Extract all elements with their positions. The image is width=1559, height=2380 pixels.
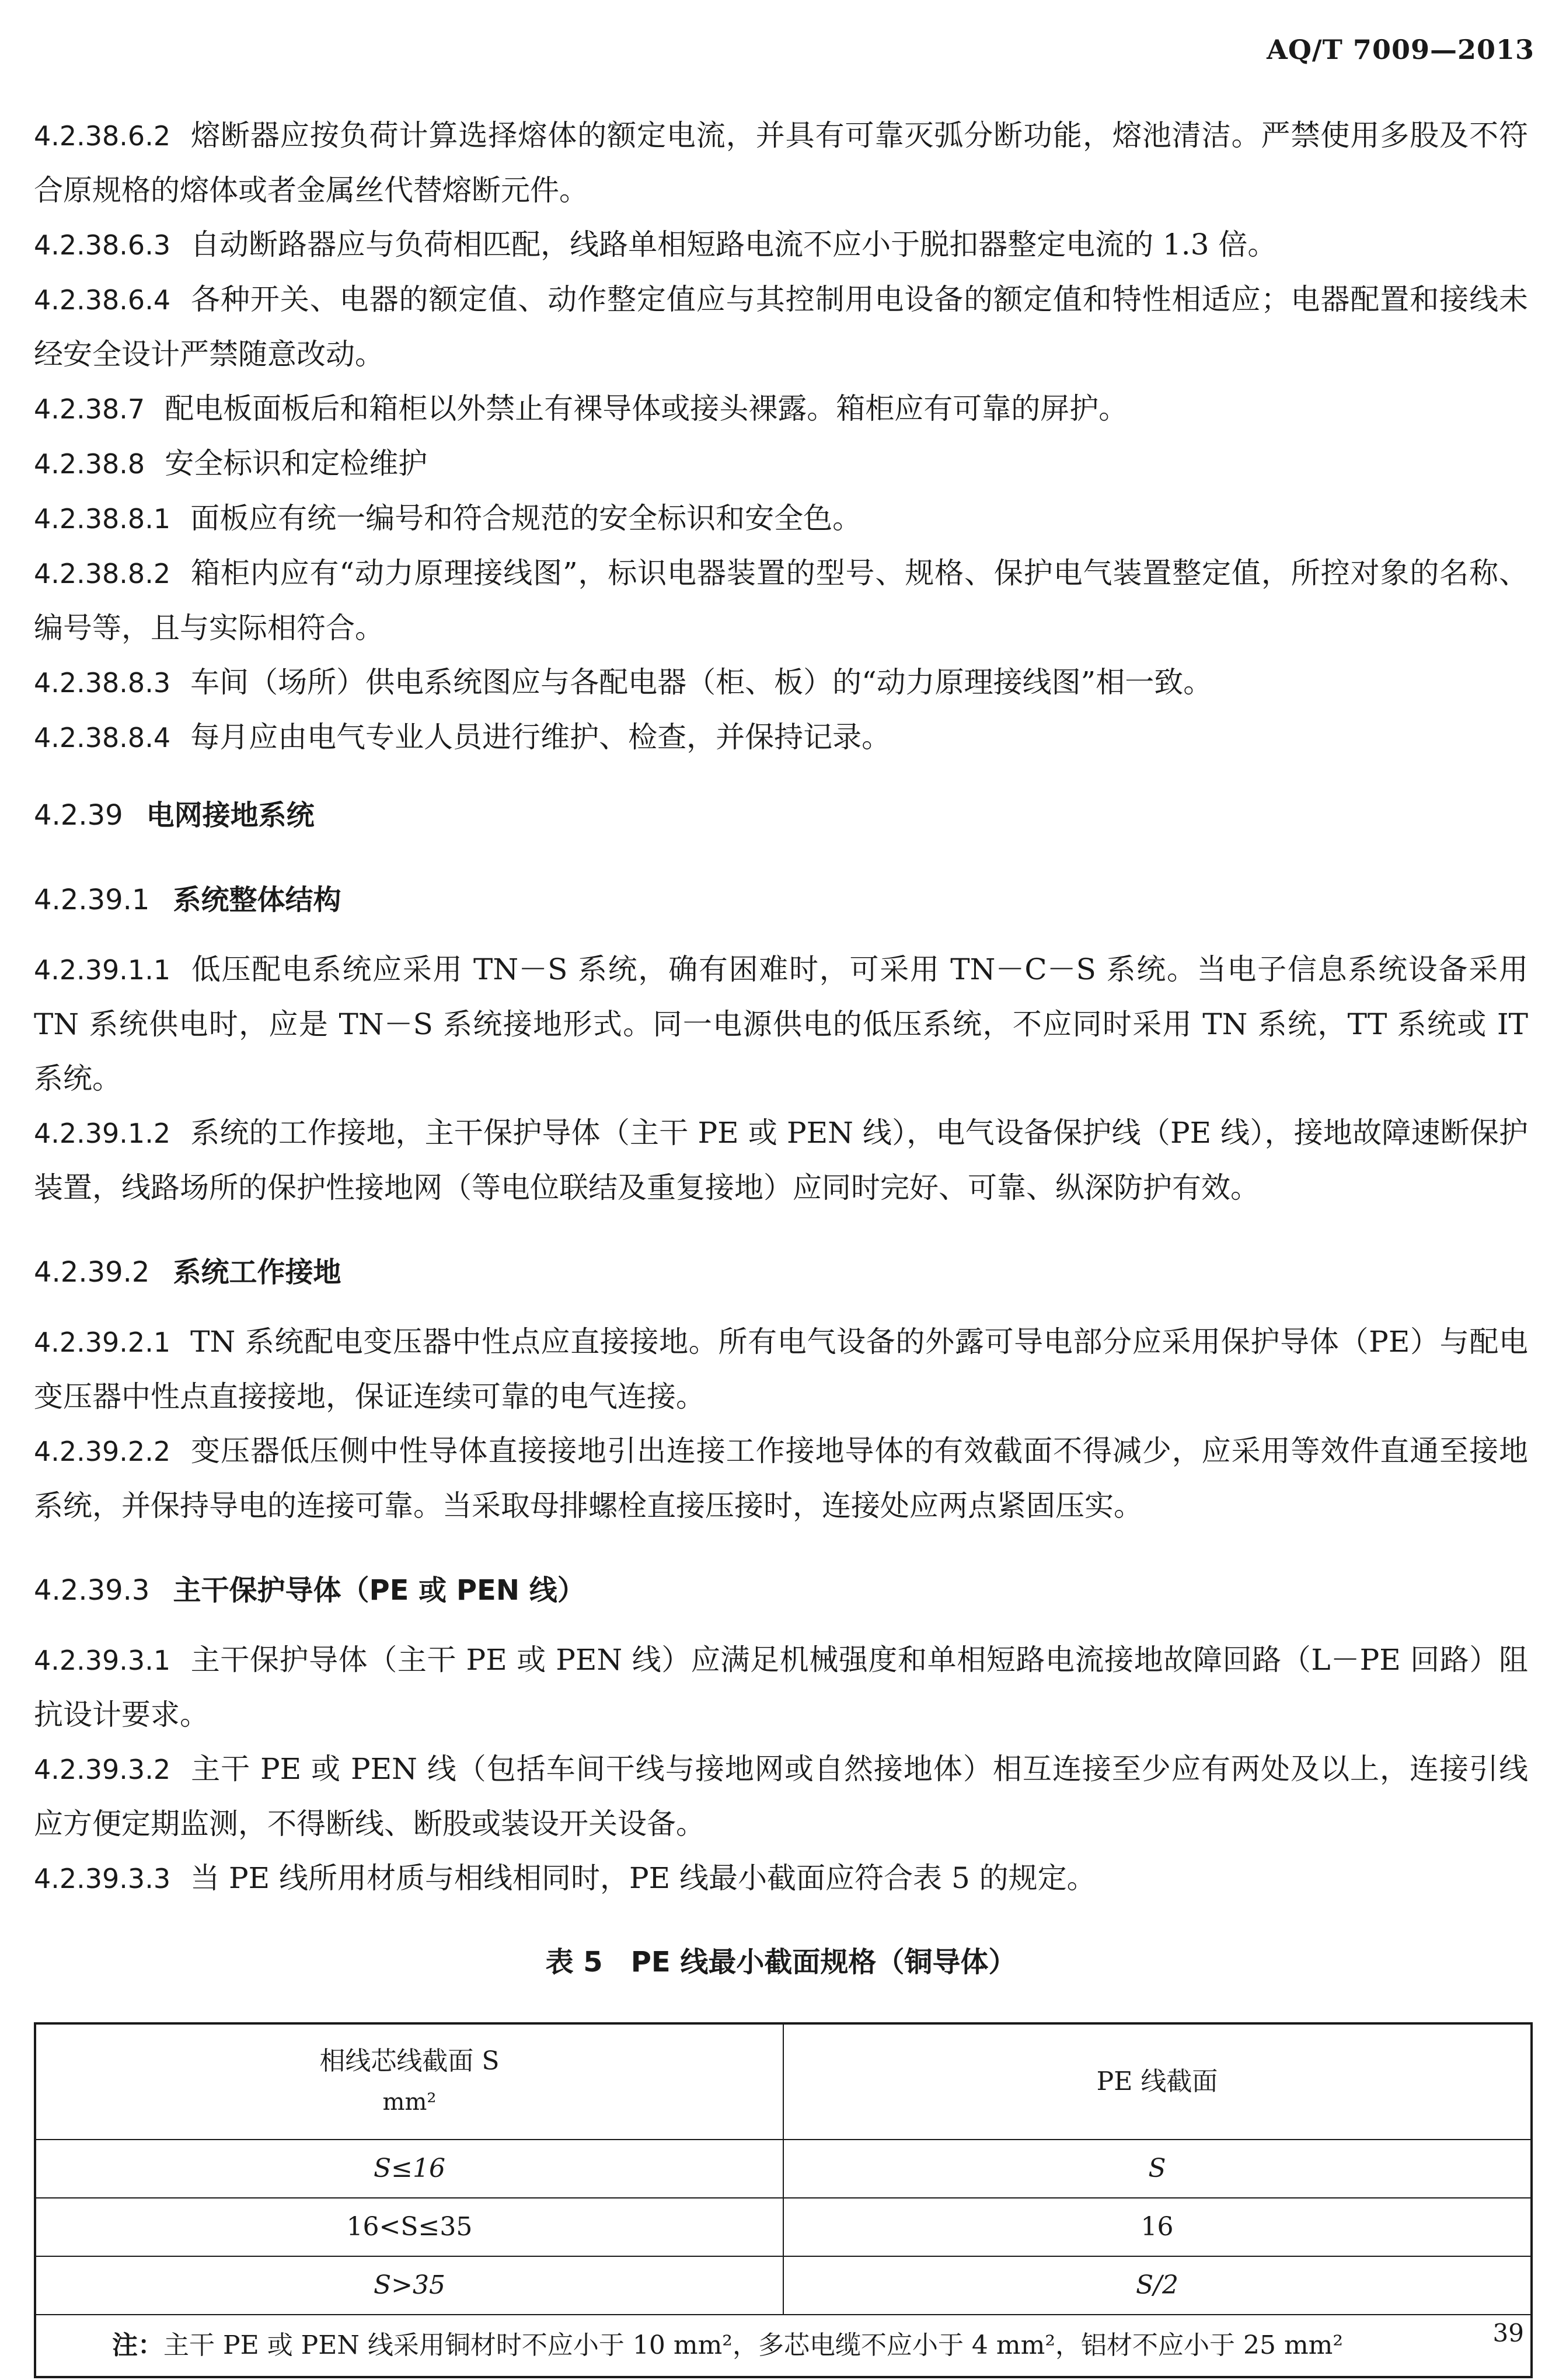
table-header-row	[35, 2023, 1532, 2140]
page-content	[34, 109, 1528, 2378]
clause-paragraph	[34, 1742, 1528, 1851]
clause-text: 熔断器应按负荷计算选择熔体的额定电流，并具有可靠灭弧分断功能，熔池清洁。严禁使用多股及不符合原规格的熔体或者金属丝代替熔断元件。	[34, 118, 1528, 207]
table-cell: 16<S≤35	[35, 2198, 783, 2256]
clause-number: 4.2.38.8.4	[34, 722, 171, 753]
clause-paragraph	[34, 109, 1528, 218]
clause-text: 各种开关、电器的额定值、动作整定值应与其控制用电设备的额定值和特性相适应；电器配置和接线未经安全设计严禁随意改动。	[34, 282, 1528, 371]
section-heading-4-2-39-2	[34, 1245, 1528, 1300]
clause-text: 主干保护导体（主干 PE 或 PEN 线）应满足机械强度和单相短路电流接地故障回路（L－PE 回路）阻抗设计要求。	[34, 1643, 1528, 1732]
document-code-header: AQ/T 7009—2013	[1267, 34, 1534, 65]
clause-paragraph	[34, 1633, 1528, 1742]
clause-number: 4.2.39.2.1	[34, 1327, 171, 1358]
clause-number: 4.2.38.6.2	[34, 120, 171, 152]
clause-paragraph	[34, 655, 1528, 710]
section-number: 4.2.39	[34, 799, 123, 832]
section-heading-4-2-39-3	[34, 1564, 1528, 1618]
table-cell: S/2	[783, 2256, 1532, 2315]
clause-text: 安全标识和定检维护	[165, 446, 428, 480]
section-number: 4.2.39.2	[34, 1256, 150, 1289]
table-title: 表 5 PE 线最小截面规格（铜导体）	[545, 1946, 1017, 1978]
clause-paragraph	[34, 491, 1528, 546]
note-text: 主干 PE 或 PEN 线采用铜材时不应小于 10 mm²，多芯电缆不应小于 4 mm²，铝材不应小于 25 mm²	[163, 2330, 1344, 2360]
column-header-unit: mm²	[382, 2089, 437, 2116]
table-cell: 16	[783, 2198, 1532, 2256]
section-heading-4-2-39	[34, 788, 1528, 843]
clause-text: TN 系统配电变压器中性点应直接接地。所有电气设备的外露可导电部分应采用保护导体（PE）与配电变压器中性点直接接地，保证连续可靠的电气连接。	[34, 1325, 1528, 1414]
clause-group-4-2-39-2	[34, 1315, 1528, 1533]
clause-number: 4.2.38.8.3	[34, 667, 171, 699]
clause-text: 面板应有统一编号和符合规范的安全标识和安全色。	[190, 501, 862, 535]
clause-number: 4.2.38.8	[34, 448, 145, 480]
clause-paragraph	[34, 437, 1528, 491]
note-label: 注：	[112, 2330, 163, 2360]
clause-text: 低压配电系统应采用 TN－S 系统，确有困难时，可采用 TN－C－S 系统。当电子信息系统设备采用 TN 系统供电时，应是 TN－S 系统接地形式。同一电源供电的低压系统，不应同时采用 TN 系统，TT 系统或 IT 系统。	[34, 952, 1528, 1095]
clause-text: 自动断路器应与负荷相匹配，线路单相短路电流不应小于脱扣器整定电流的 1.3 倍。	[190, 228, 1277, 261]
table-row	[35, 2140, 1532, 2198]
clause-paragraph	[34, 943, 1528, 1106]
clause-text: 配电板面板后和箱柜以外禁止有裸导体或接头裸露。箱柜应有可靠的屏护。	[165, 392, 1128, 425]
table-header-cell	[35, 2023, 783, 2140]
table-header-cell	[783, 2023, 1532, 2140]
clause-number: 4.2.39.1.1	[34, 954, 171, 986]
clause-group-4-2-39-1	[34, 943, 1528, 1215]
table-row	[35, 2198, 1532, 2256]
page-number: 39	[1492, 2319, 1524, 2347]
clause-number: 4.2.39.3.3	[34, 1863, 171, 1894]
clause-paragraph	[34, 382, 1528, 437]
clause-text: 每月应由电气专业人员进行维护、检查，并保持记录。	[190, 720, 891, 754]
clause-paragraph	[34, 1315, 1528, 1424]
clause-number: 4.2.38.8.1	[34, 503, 171, 535]
clause-text: 车间（场所）供电系统图应与各配电器（柜、板）的“动力原理接线图”相一致。	[190, 665, 1213, 699]
clause-number: 4.2.38.6.4	[34, 284, 171, 316]
column-header-label: PE 线截面	[1096, 2067, 1218, 2096]
clause-text: 系统的工作接地，主干保护导体（主干 PE 或 PEN 线），电气设备保护线（PE 线），接地故障速断保护装置，线路场所的保护性接地网（等电位联结及重复接地）应同时完好、可靠、纵深防护有效。	[34, 1116, 1528, 1205]
table-note-cell	[35, 2315, 1532, 2377]
clause-number: 4.2.38.7	[34, 393, 145, 425]
section-number: 4.2.39.1	[34, 884, 150, 916]
table-row	[35, 2256, 1532, 2315]
section-title: 系统工作接地	[173, 1256, 341, 1289]
table-cell: S	[783, 2140, 1532, 2198]
pe-cross-section-table	[34, 2022, 1533, 2378]
section-title: 电网接地系统	[146, 799, 315, 832]
clause-text: 主干 PE 或 PEN 线（包括车间干线与接地网或自然接地体）相互连接至少应有两处及以上，连接引线应方便定期监测，不得断线、断股或装设开关设备。	[34, 1752, 1528, 1841]
clause-number: 4.2.39.1.2	[34, 1118, 171, 1149]
clause-paragraph	[34, 710, 1528, 765]
clause-paragraph	[34, 218, 1528, 273]
section-heading-4-2-39-1	[34, 873, 1528, 927]
section-number: 4.2.39.3	[34, 1574, 150, 1607]
clause-number: 4.2.39.3.1	[34, 1645, 171, 1676]
clause-text: 变压器低压侧中性导体直接接地引出连接工作接地导体的有效截面不得减少，应采用等效件直通至接地系统，并保持导电的连接可靠。当采取母排螺栓直接压接时，连接处应两点紧固压实。	[34, 1434, 1528, 1523]
table-cell: S≤16	[35, 2140, 783, 2198]
clause-number: 4.2.39.3.2	[34, 1754, 171, 1785]
clause-paragraph	[34, 1424, 1528, 1533]
clause-text: 箱柜内应有“动力原理接线图”，标识电器装置的型号、规格、保护电气装置整定值，所控对象的名称、编号等，且与实际相符合。	[34, 556, 1528, 645]
clause-number: 4.2.39.2.2	[34, 1436, 171, 1467]
clause-paragraph	[34, 1106, 1528, 1215]
column-header-label: 相线芯线截面 S	[319, 2046, 500, 2076]
section-title: 系统整体结构	[173, 884, 341, 916]
clause-text: 当 PE 线所用材质与相线相同时，PE 线最小截面应符合表 5 的规定。	[190, 1861, 1096, 1895]
clause-paragraph	[34, 1851, 1528, 1906]
table-cell: S>35	[35, 2256, 783, 2315]
table-note-row	[35, 2315, 1532, 2377]
clause-paragraph	[34, 273, 1528, 382]
clause-number: 4.2.38.8.2	[34, 558, 171, 589]
clause-number: 4.2.38.6.3	[34, 229, 171, 261]
clause-group-4-2-39-3	[34, 1633, 1528, 1906]
section-title: 主干保护导体（PE 或 PEN 线）	[173, 1574, 585, 1607]
clause-paragraph	[34, 546, 1528, 655]
clause-group-4-2-38	[34, 109, 1528, 765]
